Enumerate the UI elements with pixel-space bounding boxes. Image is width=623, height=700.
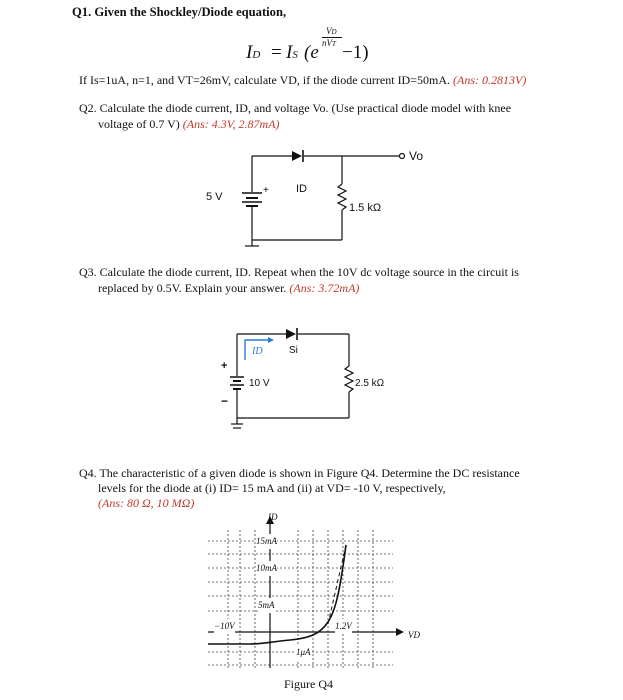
q3-plus-sign: + <box>221 360 228 372</box>
q2-source-label: 5 V <box>206 191 223 203</box>
q1-heading: Q1. Given the Shockley/Diode equation, <box>72 5 287 19</box>
q4-tick-5ma: 5mA <box>258 598 275 613</box>
q2-answer: (Ans: 4.3V, 2.87mA) <box>182 117 280 131</box>
eq-id: ID <box>246 42 261 63</box>
q4-tick-15ma: 15mA <box>256 534 277 549</box>
q3-answer: (Ans: 3.72mA) <box>289 281 360 295</box>
q3-minus-sign: − <box>221 394 229 408</box>
eq-exp-den: nVT <box>322 38 336 48</box>
q3-line2: replaced by 0.5V. Explain your answer. (Ans: 3.72mA) <box>98 281 360 295</box>
q2-output-label: Vo <box>409 149 424 163</box>
q3-line1: Q3. Calculate the diode current, ID. Repeat when the 10V dc voltage source in the circuit is <box>79 265 519 279</box>
q4-tick-1-2v: 1.2V <box>335 619 352 634</box>
q3-current-label: ID <box>252 346 263 357</box>
q3-diode-label: Si <box>289 345 298 356</box>
eq-open: (e <box>304 42 319 63</box>
q4-x-axis-label: VD <box>408 630 420 640</box>
q2-line1: Q2. Calculate the diode current, ID, and voltage Vo. (Use practical diode model with knee <box>79 101 512 115</box>
q3-resistor-label: 2.5 kΩ <box>355 378 385 389</box>
q4-y-axis-label: ID <box>268 512 278 522</box>
eq-exp-num: VD <box>326 26 337 36</box>
q2-line2: voltage of 0.7 V) (Ans: 4.3V, 2.87mA) <box>98 117 280 131</box>
q4-tick-neg10v: −10V <box>214 619 235 634</box>
q4-line2: levels for the diode at (i) ID= 15 mA and (ii) at VD= -10 V, respectively, <box>98 481 446 495</box>
q3-source-label: 10 V <box>249 378 270 389</box>
q2-current-label: ID <box>296 183 307 195</box>
q4-tick-10ma: 10mA <box>256 561 277 576</box>
q4-figure-caption: Figure Q4 <box>284 677 333 691</box>
q4-answer: (Ans: 80 Ω, 10 MΩ) <box>98 496 195 510</box>
q4-tick-1ua: 1μA <box>296 645 311 660</box>
q4-tangent-line <box>328 545 346 624</box>
q1-text: If Is=1uA, n=1, and VT=26mV, calculate VD, if the diode current ID=50mA. (Ans: 0.2813V) <box>79 73 527 87</box>
eq-close: −1) <box>342 42 369 63</box>
q2-resistor-label: 1.5 kΩ <box>349 202 382 214</box>
q4-line1: Q4. The characteristic of a given diode is shown in Figure Q4. Determine the DC resistance <box>79 466 520 480</box>
eq-equals: = <box>271 42 282 63</box>
q2-plus-sign: + <box>263 185 269 196</box>
eq-is: IS <box>286 42 298 63</box>
q1-answer: (Ans: 0.2813V) <box>453 73 527 87</box>
